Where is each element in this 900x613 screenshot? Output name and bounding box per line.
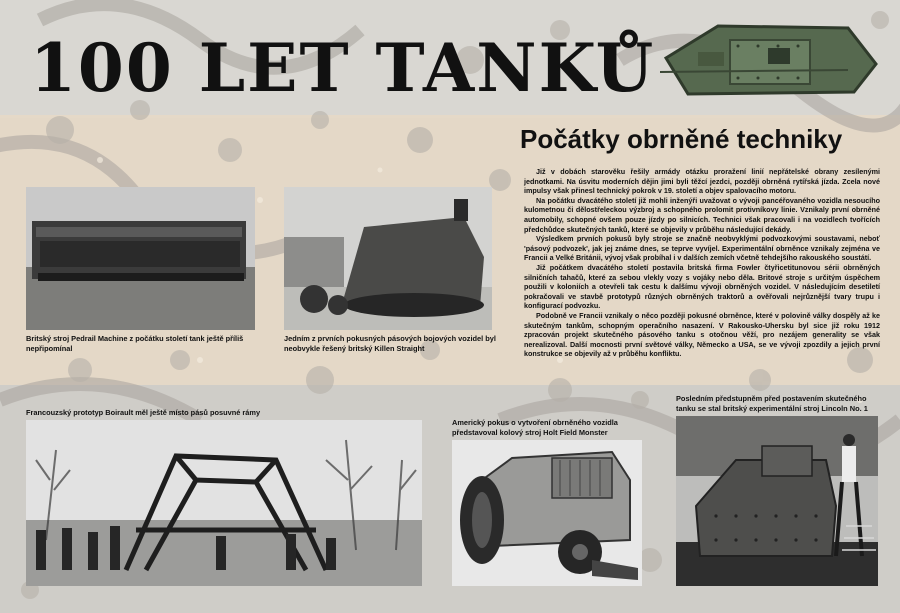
photo-killen-straight xyxy=(284,187,492,330)
article-paragraph: Podobně ve Francii vznikaly o něco později pokusné obrněnce, které v polovině války dospěly až ke skutečným tankům, schopným operačního nasazení. V Rakousko-Uhersku byl sice již roku 1912 zpracován projekt skutečného pásového tanku s otočnou věží, pro nezájem generality se však nerealizoval. Další mocnosti první světové války, Německo a USA, se ve vývoji zpozdily a jejich první konstrukce se objevily až v průběhu konfliktu. xyxy=(524,310,880,359)
article-body xyxy=(524,167,880,359)
photo-caption: Jedním z prvních pokusných pásových bojových vozidel byl neobvykle řešený britský Killen Straight xyxy=(284,334,496,353)
article-paragraph: Již v dobách starověku řešily armády otázku proražení linií nepřátelské obrany zesílenými jednotkami. Na úsvitu moderních dějin jimi byli těžcí jezdci, později obrněná rytířská jízda. Zcela nové impulsy však přinesl technický pokrok v 19. století a objev spalovacího motoru. xyxy=(524,167,880,196)
photo-caption: Americký pokus o vytvoření obrněného vozidla představoval kolový stroj Holt Field Monster xyxy=(452,418,618,437)
photo-pedrail-machine xyxy=(26,187,255,330)
article-paragraph: Výsledkem prvních pokusů byly stroje se značně neobvyklými podvozkovými soustavami, neboť 'pásový podvozek', jak jej známe dnes, se teprve vyvíjel. Experimentální obrněnce vznikaly zejména ve Francii a Velké Británii, vývoj však probíhal i v dalších zemích včetně tehdejšího rakouského soustátí. xyxy=(524,234,880,263)
photo-caption: Britský stroj Pedrail Machine z počátku století tank ještě příliš nepřipomínal xyxy=(26,334,244,353)
tank-illustration xyxy=(658,18,880,102)
photo-boirault-prototype xyxy=(26,420,422,586)
photo-lincoln-no1 xyxy=(676,416,878,586)
section-heading: Počátky obrněné techniky xyxy=(520,124,843,154)
page-title: 100 LET TANKŮ xyxy=(30,29,656,107)
photo-holt-field-monster xyxy=(452,440,642,586)
article-paragraph: Na počátku dvacátého století již mohli inženýři uvažovat o vývoji pancéřovaného vozidla nesoucího kulometnou či dělostřeleckou výzbroj a schopného prolomit protivníkovy linie. Vznikaly první obrněné automobily, schopné ovšem pouze jízdy po silnicích. Technici však pracovali i na vozidlech tvořících předchůdce skutečných tanků, které se objevily v průběhu následující dekády. xyxy=(524,195,880,234)
article-paragraph: Již počátkem dvacátého století postavila britská firma Fowler čtyřicetitunovou sérii obrněných silničních tahačů, které za sebou vlekly vozy s vojáky nebo děla. Britové stroje s určitým úspěchem použili v koloniích a otevřeli tak cestu k dalšímu vývoji obrněných vozidel. V následujícím desetiletí pokračovali ve stavbě prototypů různých obrněných traktorů a ověřovali nejrůznější tvary trupu i konfigurací podvozku. xyxy=(524,262,880,311)
photo-caption: Francouzský prototyp Boirault měl ještě místo pásů posuvné rámy xyxy=(26,408,261,417)
photo-caption: Posledním předstupněm před postavením skutečného tanku se stal britský experimentální stroj Lincoln No. 1 xyxy=(676,394,868,413)
